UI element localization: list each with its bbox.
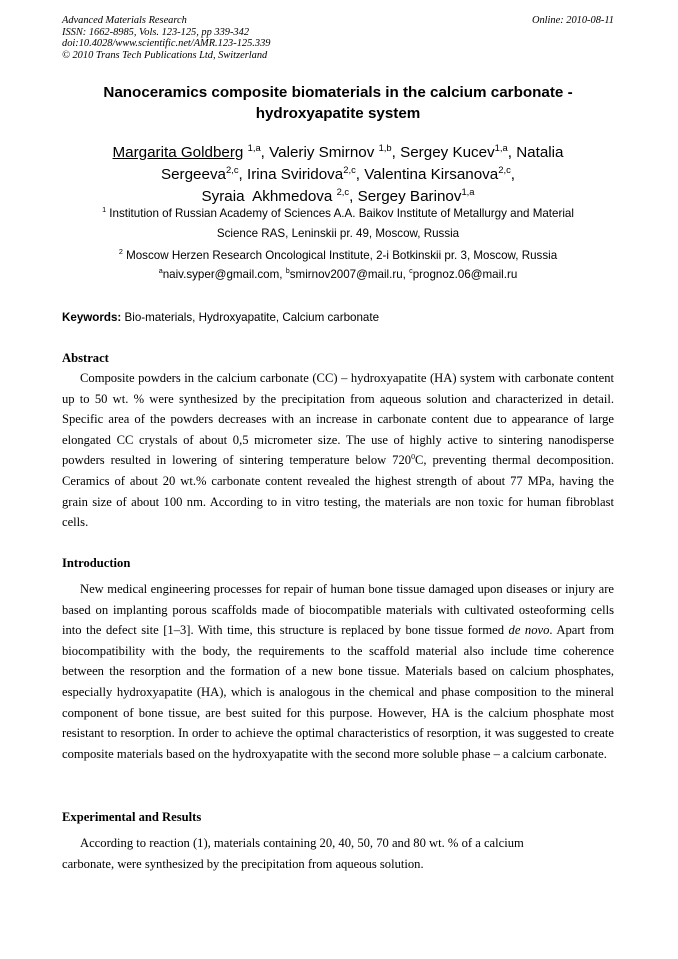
abstract-heading: Abstract xyxy=(62,351,109,365)
issn-line: ISSN: 1662-8985, Vols. 123-125, pp 339-342 xyxy=(62,26,250,38)
experimental-text: carbonate, were synthesized by the precipitation from aqueous solution. xyxy=(62,856,424,871)
title-line-1: Nanoceramics composite biomaterials in the calcium carbonate - xyxy=(103,84,573,101)
introduction-heading: Introduction xyxy=(62,556,131,570)
doi-line: doi:10.4028/www.scientific.net/AMR.123-125.339 xyxy=(62,38,271,50)
affiliation-text: Science RAS, Leninskii pr. 49, Moscow, Russia xyxy=(216,227,460,240)
experimental-heading: Experimental and Results xyxy=(62,810,202,824)
introduction-body xyxy=(62,579,614,764)
email-address[interactable]: naiv.syper@gmail.com xyxy=(162,268,280,281)
email-address[interactable]: smirnov2007@mail.ru xyxy=(289,268,403,281)
author-affil-mark: 1,a xyxy=(247,141,261,153)
abstract-text: C, preventing thermal decomposition. Ceramics of about 20 wt.% carbonate content revealed the highest strength of about 77 MPa, having the grain size of about 100 nm. According to in vitro testing, the materials are non toxic for human fibroblast cells. xyxy=(62,453,614,530)
introduction-text: New medical engineering processes for repair of human bone tissue damaged upon diseases or injury are based on implanting porous scaffolds made of biocompatible materials with cultivated osteoforming cells into the defect site [1–3]. With time, this structure is replaced by bone tissue formed xyxy=(62,582,614,638)
affiliation-number: 2 xyxy=(118,247,123,257)
abstract-text: Composite powders in the calcium carbonate (CC) – hydroxyapatite (HA) system with carbonate content up to 50 wt. % were synthesized by the precipitation from aqueous solution and characterized in detail. Specific area of the powders decreases with an increase in carbonate content due to appearance of large elongated CC crystals of about 0,5 micrometer size. The use of highly active to sintering nanodisperse powders resulted in lowering of sintering temperature below 720 xyxy=(62,371,614,468)
abstract-body xyxy=(62,368,614,533)
keywords-label: Keywords: xyxy=(62,311,122,324)
author-line-2: Sergeeva$^{2,c}$, Irina Sviridova$^{2,c}$, Valentina Kirsanova$^{2,c}$, xyxy=(160,163,516,183)
experimental-body xyxy=(62,833,614,874)
author-name-part: Natalia xyxy=(516,144,564,161)
author-name: Sergey Kucev xyxy=(400,144,495,161)
author-affil-mark: 2,c xyxy=(498,163,511,175)
keywords-text: Bio-materials, Hydroxyapatite, Calcium carbonate xyxy=(124,311,380,324)
email-mark: b xyxy=(285,266,290,276)
author-name: Irina Sviridova xyxy=(247,166,344,183)
author-list xyxy=(62,142,614,208)
author-name: Sergey Barinov xyxy=(357,188,462,205)
title-line-2: hydroxyapatite system xyxy=(255,105,421,122)
author-affil-mark: 1,a xyxy=(461,185,475,197)
author-affil-mark: 1,b xyxy=(378,141,392,153)
author-name: Valeriy Smirnov xyxy=(269,144,375,161)
copyright-line: © 2010 Trans Tech Publications Ltd, Switzerland xyxy=(62,49,268,61)
online-date: Online: 2010-08-11 xyxy=(531,15,614,26)
author-line-1: Margarita Goldberg $^{1,a}$, Valeriy Smirnov $^{1,b}$, Sergey Kucev$^{1,a}$, Natalia xyxy=(112,141,564,161)
introduction-text: . Apart from biocompatibility with the body, the requirements to the scaffold material also include time coherence between the resorption and the formation of a new bone tissue. Materials based on calcium phosphates, especially hydroxyapatite (HA), which is analogous in the chemical and phase composition to the mineral component of bone tissue, are best suited for this purpose. However, HA is the calcium phosphate most resistant to resorption. In order to achieve the optimal characteristics of resorption, it was suggested to create composite materials based on the hydroxyapatite with the second more soluble phase – a calcium carbonate. xyxy=(62,623,615,761)
author-name[interactable]: Margarita Goldberg xyxy=(112,144,244,161)
introduction-italic: de novo xyxy=(508,623,550,638)
email-mark: a xyxy=(158,266,163,276)
degree-mark: 0 xyxy=(411,452,415,462)
author-affil-mark: 2,c xyxy=(225,163,239,175)
affiliation-2 xyxy=(62,246,614,266)
author-affil-mark: 1,a xyxy=(494,141,508,153)
experimental-text: According to reaction (1), materials containing 20, 40, 50, 70 and 80 wt. % of a calcium xyxy=(80,836,524,850)
affiliation-1 xyxy=(62,204,614,244)
journal-name: Advanced Materials Research xyxy=(62,15,187,26)
email-list: $^a$naiv.syper@gmail.com, $^b$smirnov2007@mail.ru, $^c$prognoz.06@mail.ru xyxy=(158,266,518,281)
email-mark: c xyxy=(409,266,413,276)
author-line-3: Syraia Akhmedova $^{2,c}$, Sergey Barinov$^{1,a}$ xyxy=(201,185,475,205)
author-name-part: Sergeeva xyxy=(160,166,226,183)
paper-title xyxy=(62,82,614,124)
author-name: Syraia Akhmedova xyxy=(201,188,333,205)
journal-header xyxy=(62,15,270,61)
email-address[interactable]: prognoz.06@mail.ru xyxy=(412,268,518,281)
affiliation-text: Institution of Russian Academy of Sciences A.A. Baikov Institute of Metallurgy and Material xyxy=(109,207,574,220)
author-affil-mark: 2,c xyxy=(343,163,356,175)
author-name: Valentina Kirsanova xyxy=(364,166,499,183)
author-affil-mark: 2,c xyxy=(336,185,350,197)
affiliation-text: Moscow Herzen Research Oncological Institute, 2-i Botkinskii pr. 3, Moscow, Russia xyxy=(126,249,558,262)
keywords xyxy=(62,310,379,326)
affiliation-number: 1 xyxy=(102,205,107,215)
